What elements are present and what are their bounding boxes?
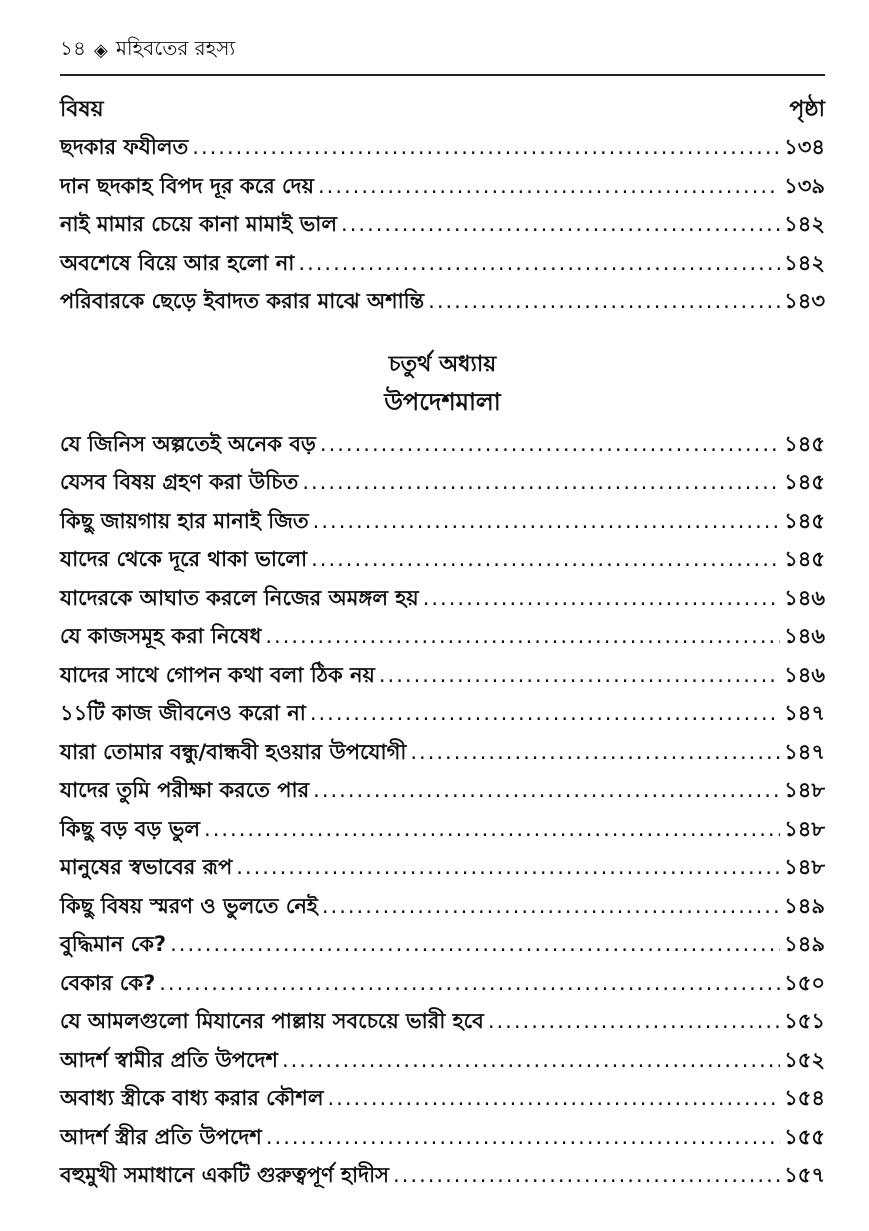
toc-entry	[60, 579, 825, 618]
toc-page	[60, 30, 825, 1195]
toc-entry-title: মানুষের স্বভাবের রূপ	[60, 855, 233, 879]
toc-entry-title: অবাধ্য স্ত্রীকে বাধ্য করার কৌশল	[60, 1086, 324, 1110]
dot-leader	[298, 244, 780, 283]
book-title: মহিবতের রহস্য	[115, 35, 236, 60]
toc-entry	[60, 887, 825, 926]
subject-column-label: বিষয়	[60, 97, 104, 122]
dot-leader	[318, 167, 780, 206]
toc-entry	[60, 205, 825, 244]
toc-entry	[60, 810, 825, 849]
diamond-ornament-icon: ◈	[93, 39, 108, 61]
toc-entry-page: ১৩৯	[784, 173, 825, 198]
toc-entry	[60, 167, 825, 206]
toc-section-2	[60, 425, 825, 1195]
page-number: ১৪	[60, 35, 86, 60]
toc-entry-title: বহুমুখী সমাধানে একটি গুরুত্বপূর্ণ হাদীস	[60, 1163, 390, 1187]
toc-entry-page: ১৪৮	[784, 778, 825, 802]
toc-entry-title: যাদেরকে আঘাত করলে নিজের অমঙ্গল হয়	[60, 585, 419, 610]
toc-entry-page: ১৫০	[784, 970, 825, 995]
dot-leader	[170, 925, 780, 964]
toc-column-header	[60, 92, 825, 128]
toc-entry	[60, 1041, 825, 1080]
toc-entry-page: ১৪৮	[784, 816, 825, 841]
dot-leader	[393, 1156, 780, 1195]
dot-leader	[159, 964, 780, 1003]
toc-entry-page: ১৪৯	[784, 932, 825, 956]
toc-entry-title: কিছু বিষয় স্মরণ ও ভুলতে নেই	[60, 893, 318, 918]
toc-entry-page: ১৪৫	[784, 508, 825, 533]
toc-entry-page: ১৪৫	[784, 547, 825, 571]
toc-entry	[60, 244, 825, 283]
toc-entry-title: দান ছদকাহ বিপদ দূর করে দেয়	[60, 173, 314, 198]
toc-entry	[60, 1002, 825, 1041]
dot-leader	[313, 502, 780, 541]
dot-leader	[265, 617, 780, 656]
toc-entry	[60, 502, 825, 541]
toc-entry	[60, 1079, 825, 1118]
toc-entry	[60, 128, 825, 167]
toc-entry-title: যাদের তুমি পরীক্ষা করতে পার	[60, 778, 310, 802]
toc-entry	[60, 1118, 825, 1157]
toc-entry	[60, 694, 825, 733]
toc-entry-title: অবশেষে বিয়ে আর হলো না	[60, 250, 295, 275]
toc-section-1	[60, 128, 825, 321]
toc-entry-page: ১৫৪	[784, 1086, 825, 1110]
toc-entry-title: কিছু বড় বড় ভুল	[60, 816, 201, 841]
toc-entry-title: ছদকার ফযীলত	[60, 135, 189, 159]
dot-leader	[327, 1079, 780, 1118]
toc-entry-page: ১৪৫	[784, 431, 825, 456]
dot-leader	[428, 282, 780, 321]
toc-entry	[60, 282, 825, 321]
dot-leader	[341, 205, 780, 244]
dot-leader	[236, 848, 780, 887]
toc-entry-title: যাদের সাথে গোপন কথা বলা ঠিক নয়	[60, 662, 375, 687]
toc-entry-page: ১৪৬	[784, 624, 825, 648]
toc-entry-title: ১১টি কাজ জীবনেও করো না	[60, 701, 306, 725]
dot-leader	[379, 656, 780, 695]
chapter-number: চতুর্থ অধ্যায়	[388, 351, 497, 377]
toc-entry-title: নাই মামার চেয়ে কানা মামাই ভাল	[60, 212, 338, 236]
dot-leader	[302, 463, 780, 502]
toc-entry-page: ১৪৬	[784, 585, 825, 610]
toc-entry-title: বুদ্ধিমান কে?	[60, 932, 167, 956]
toc-entry-page: ১৪৬	[784, 662, 825, 687]
toc-entry-title: কিছু জায়গায় হার মানাই জিত	[60, 508, 309, 533]
toc-entry-page: ১৫৭	[784, 1163, 825, 1187]
toc-entry-page: ১৪৭	[784, 701, 825, 725]
toc-entry	[60, 771, 825, 810]
toc-entry-page: ১৫৫	[784, 1124, 825, 1149]
toc-entry-title: যেসব বিষয় গ্রহণ করা উচিত	[60, 470, 299, 494]
toc-entry	[60, 925, 825, 964]
toc-entry-page: ১৪৯	[784, 893, 825, 918]
dot-leader	[313, 771, 780, 810]
dot-leader	[423, 579, 780, 618]
toc-entry	[60, 617, 825, 656]
toc-entry-page: ১৫২	[784, 1047, 825, 1072]
toc-entry	[60, 425, 825, 464]
toc-entry-title: বেকার কে?	[60, 970, 156, 995]
toc-entry	[60, 463, 825, 502]
dot-leader	[266, 1118, 780, 1157]
toc-entry	[60, 656, 825, 695]
dot-leader	[311, 540, 780, 579]
dot-leader	[410, 733, 780, 772]
toc-entry-title: আদর্শ স্বামীর প্রতি উপদেশ	[60, 1047, 278, 1072]
toc-entry	[60, 733, 825, 772]
toc-entry	[60, 540, 825, 579]
chapter-title: উপদেশমালা	[384, 387, 501, 416]
toc-entry-page: ১৪৮	[784, 855, 825, 879]
dot-leader	[320, 425, 780, 464]
toc-entry-title: যে আমলগুলো মিযানের পাল্লায় সবচেয়ে ভারী হবে	[60, 1009, 484, 1033]
toc-entry-title: আদর্শ স্ত্রীর প্রতি উপদেশ	[60, 1124, 262, 1149]
toc-entry-page: ১৪৩	[784, 289, 825, 313]
toc-entry	[60, 964, 825, 1003]
toc-entry-page: ১৩৪	[784, 135, 825, 159]
toc-entry-page: ১৪৭	[784, 739, 825, 764]
dot-leader	[310, 694, 780, 733]
toc-entry-page: ১৪৫	[784, 470, 825, 494]
toc-entry-title: যাদের থেকে দূরে থাকা ভালো	[60, 547, 308, 571]
toc-entry-title: যারা তোমার বন্ধু/বান্ধবী হওয়ার উপযোগী	[60, 739, 407, 764]
toc-entry-title: যে কাজসমূহ করা নিষেধ	[60, 624, 262, 648]
page-column-label: পৃষ্ঠা	[789, 97, 825, 122]
dot-leader	[322, 887, 780, 926]
running-head	[60, 30, 825, 76]
toc-entry	[60, 1156, 825, 1195]
dot-leader	[192, 128, 780, 167]
dot-leader	[488, 1002, 780, 1041]
dot-leader	[282, 1041, 780, 1080]
toc-entry-title: পরিবারকে ছেড়ে ইবাদত করার মাঝে অশান্তি	[60, 289, 425, 313]
chapter-heading	[60, 347, 825, 421]
toc-entry-title: যে জিনিস অল্পতেই অনেক বড়	[60, 431, 316, 456]
dot-leader	[204, 810, 780, 849]
toc-entry	[60, 848, 825, 887]
toc-entry-page: ১৪২	[784, 250, 825, 275]
toc-entry-page: ১৪২	[784, 212, 825, 236]
toc-entry-page: ১৫১	[784, 1009, 825, 1033]
